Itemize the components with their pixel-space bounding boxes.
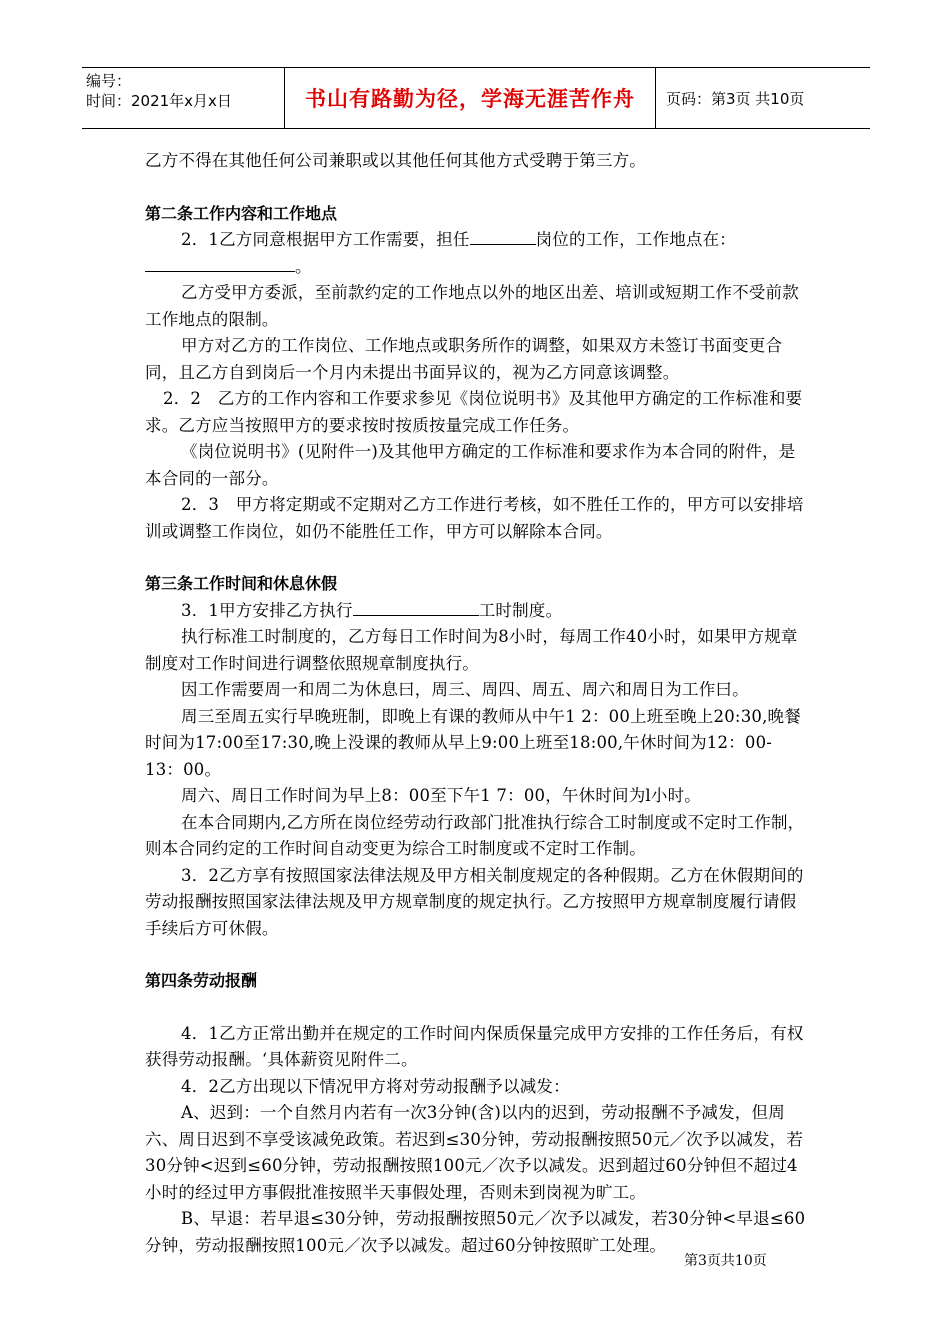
paragraph: 乙方受甲方委派，至前款约定的工作地点以外的地区出差、培训或短期工作不受前款工作地点的限制。 (145, 283, 799, 329)
section-heading: 第四条劳动报酬 (145, 971, 258, 990)
header-motto: 书山有路勤为径，学海无涯苦作舟 (284, 68, 656, 128)
paragraph: 4．1乙方正常出勤并在规定的工作时间内保质保量完成甲方安排的工作任务后，有权获得劳动报酬。‘具体薪资见附件二。 (145, 1023, 804, 1069)
paragraph: 4．2乙方出现以下情况甲方将对劳动报酬予以减发： (181, 1076, 570, 1096)
clause-text: 岗位的工作，工作地点在： (535, 230, 737, 249)
clause-text: 3．1甲方安排乙方执行 (181, 600, 353, 620)
paragraph (145, 598, 807, 625)
paragraph: A、迟到：一个自然月内若有一次3分钟(含)以内的迟到，劳动报酬不予减发，但周六、周日迟到不享受该减免政策。若迟到≤30分钟，劳动报酬按照50元／次予以减发，若30分钟<迟到≤60分钟，劳动报酬按照100元／次予以减发。迟到超过60分钟但不超过4小时的经过甲方事假批准按照半天事假处理，否则未到岗视为旷工。 (145, 1103, 804, 1202)
paragraph: 周六、周日工作时间为早上8：00至下午1 7：00，午休时间为l小时。 (181, 786, 702, 805)
paragraph: 2．3 甲方将定期或不定期对乙方工作进行考核，如不胜任工作的，甲方可以安排培训或调整工作岗位，如仍不能胜任工作，甲方可以解除本合同。 (145, 495, 804, 541)
fill-blank (145, 254, 295, 272)
header-page-code: 页码：第3页 共10页 (666, 89, 805, 108)
paragraph: 在本合同期内,乙方所在岗位经劳动行政部门批准执行综合工时制度或不定时工作制，则本合同约定的工作时间自动变更为综合工时制度或不定时工作制。 (145, 812, 805, 858)
page-header (82, 67, 870, 129)
document-number-label: 编号： (86, 72, 132, 90)
fill-blank (470, 227, 536, 245)
document-date: 时间：2021年x月x日 (86, 92, 232, 110)
fill-blank (353, 598, 479, 616)
paragraph: 《岗位说明书》(见附件一)及其他甲方确定的工作标准和要求作为本合同的附件，是本合同的一部分。 (145, 442, 796, 488)
section-heading: 第三条工作时间和休息休假 (145, 574, 338, 593)
page-footer: 第3页共10页 (684, 1253, 767, 1269)
document-body (145, 148, 807, 1259)
clause-text: 2．1乙方同意根据甲方工作需要，担任 (181, 230, 470, 249)
clause-text: 。 (295, 256, 312, 276)
paragraph: B、早退：若早退≤30分钟，劳动报酬按照50元／次予以减发，若30分钟<早退≤60分钟，劳动报酬按照100元／次予以减发。超过60分钟按照旷工处理。 (145, 1209, 806, 1255)
section-heading: 第二条工作内容和工作地点 (145, 203, 338, 223)
paragraph: 执行标准工时制度的，乙方每日工作时间为8小时，每周工作40小时，如果甲方规章制度对工作时间进行调整依照规章制度执行。 (145, 627, 798, 673)
paragraph: 甲方对乙方的工作岗位、工作地点或职务所作的调整，如果双方未签订书面变更合同，且乙方自到岗后一个月内未提出书面异议的，视为乙方同意该调整。 (145, 336, 783, 382)
header-meta (82, 68, 284, 128)
paragraph (145, 227, 807, 280)
clause-text: 工时制度。 (478, 600, 563, 620)
paragraph: 周三至周五实行早晚班制，即晚上有课的教师从中午1 2：00上班至晚上20:30,晚餐时间为17:00至17:30,晚上没课的教师从早上9:00上班至18:00,午休时间为12：00-13：00。 (145, 706, 801, 779)
paragraph: 3．2乙方享有按照国家法律法规及甲方相关制度规定的各种假期。乙方在休假期间的劳动报酬按照国家法律法规及甲方规章制度的规定执行。乙方按照甲方规章制度履行请假手续后方可休假。 (145, 865, 804, 938)
paragraph: 乙方不得在其他任何公司兼职或以其他任何其他方式受聘于第三方。 (145, 151, 646, 170)
paragraph: 2．2 乙方的工作内容和工作要求参见《岗位说明书》及其他甲方确定的工作标准和要求。乙方应当按照甲方的要求按时按质按量完成工作任务。 (145, 389, 803, 435)
paragraph: 因工作需要周一和周二为休息曰，周三、周四、周五、周六和周日为工作曰。 (181, 680, 749, 699)
